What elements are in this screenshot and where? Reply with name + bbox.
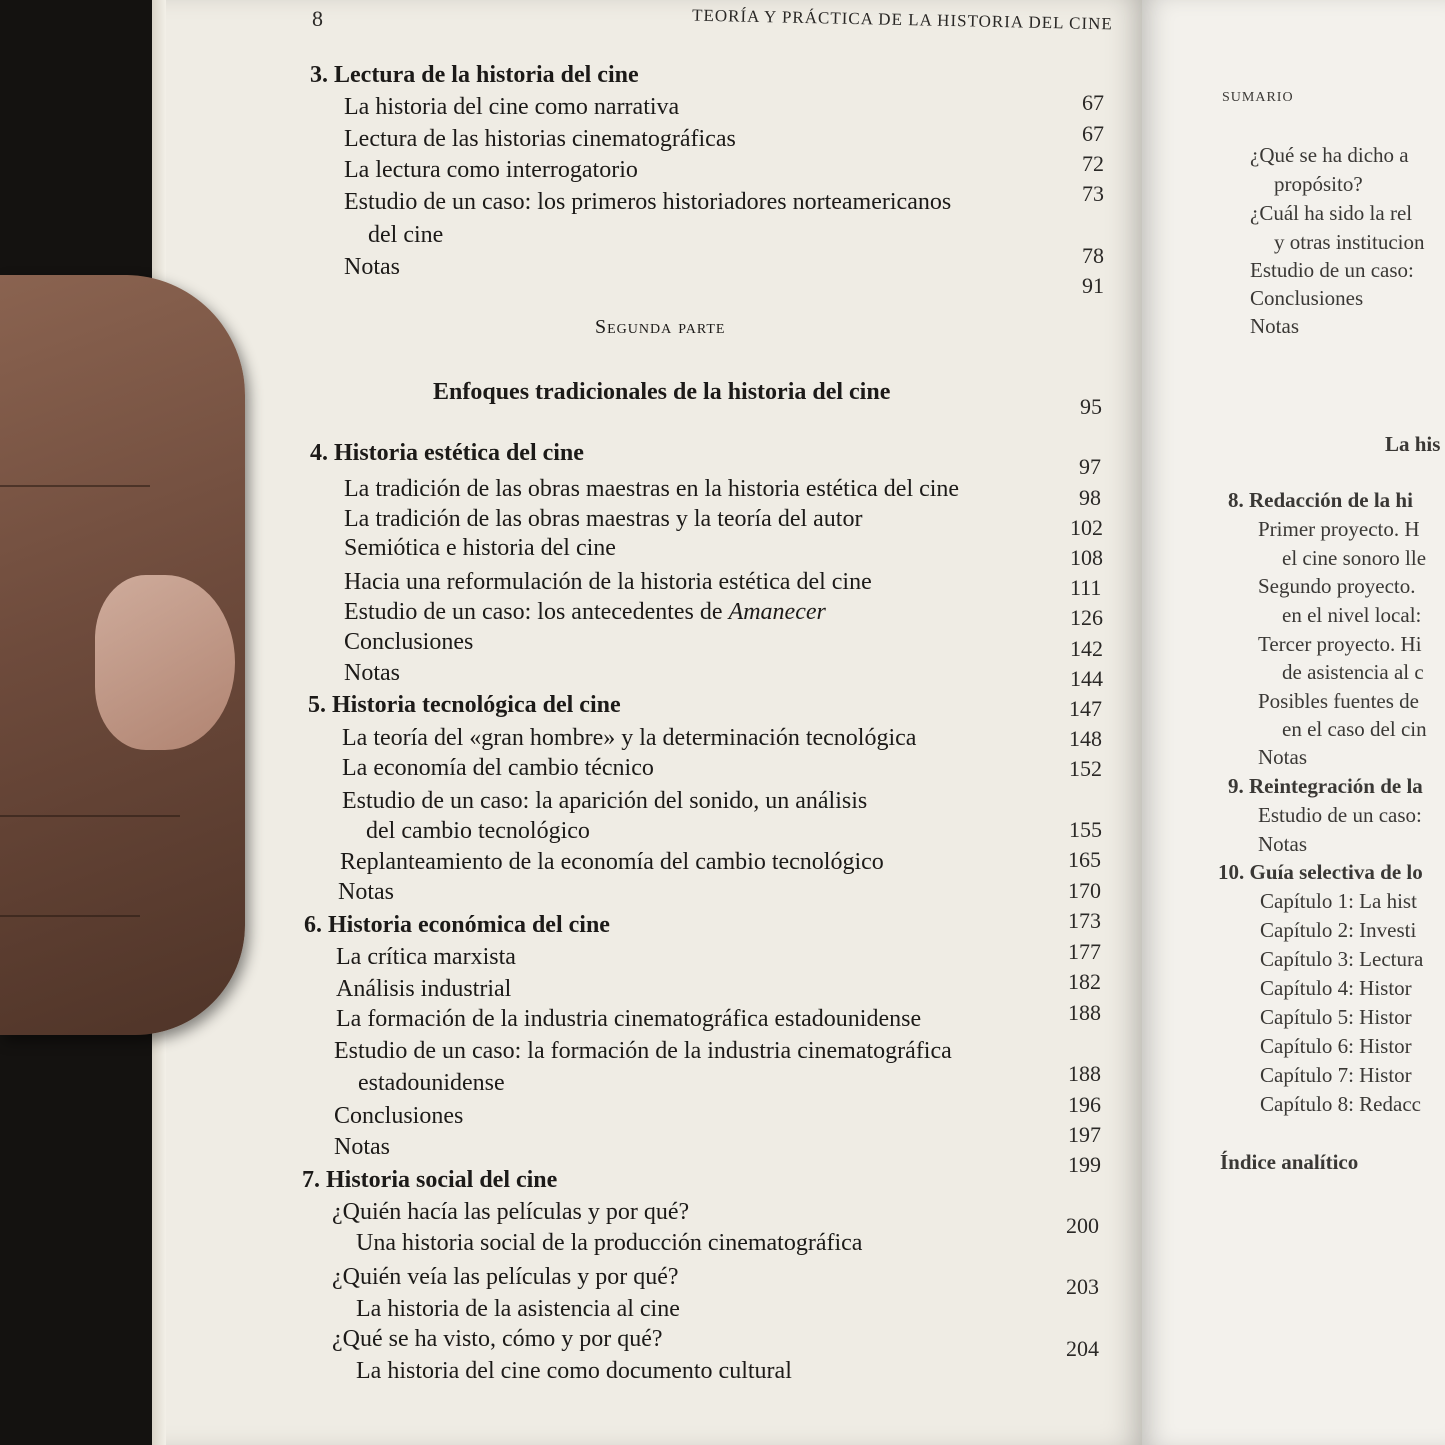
toc-page-number: 199 bbox=[1068, 1152, 1101, 1177]
toc-entry: Capítulo 8: Redacc bbox=[1260, 1092, 1421, 1116]
toc-page-number: 78 bbox=[1082, 243, 1104, 268]
toc-entry: ¿Qué se ha dicho a bbox=[1250, 143, 1409, 167]
toc-entry: La lectura como interrogatorio bbox=[344, 157, 638, 183]
toc-page-number: 102 bbox=[1070, 515, 1103, 540]
toc-entry: ¿Quién veía las películas y por qué? bbox=[332, 1264, 679, 1290]
film-title: Amanecer bbox=[728, 599, 826, 625]
toc-page-number: 173 bbox=[1068, 908, 1101, 933]
toc-page-number: 200 bbox=[1066, 1213, 1099, 1238]
toc-entry: Estudio de un caso: bbox=[1258, 803, 1422, 827]
toc-entry: Replanteamiento de la economía del cambio tecnológico bbox=[340, 849, 884, 875]
toc-entry: Notas bbox=[338, 879, 394, 905]
toc-page-number: 148 bbox=[1069, 726, 1102, 751]
toc-page-number: 91 bbox=[1082, 273, 1104, 298]
toc-entry: Notas bbox=[344, 660, 400, 686]
finger-crease bbox=[0, 485, 150, 487]
toc-page-number: 97 bbox=[1079, 454, 1101, 479]
toc-entry: Hacia una reformulación de la historia estética del cine bbox=[344, 569, 872, 595]
toc-page-number: 72 bbox=[1082, 151, 1104, 176]
toc-entry: Estudio de un caso: la formación de la industria cinematográfica bbox=[334, 1038, 952, 1064]
toc-entry: en el caso del cin bbox=[1282, 717, 1427, 741]
finger-crease bbox=[0, 915, 140, 917]
toc-entry: La formación de la industria cinematográfica estadounidense bbox=[336, 1006, 922, 1032]
toc-entry: Notas bbox=[1258, 832, 1307, 856]
toc-entry: Posibles fuentes de bbox=[1258, 689, 1419, 713]
toc-entry: La tradición de las obras maestras y la teoría del autor bbox=[344, 506, 863, 532]
toc-page-number: 203 bbox=[1066, 1274, 1099, 1299]
toc-entry: y otras institucion bbox=[1274, 230, 1425, 254]
chapter-7-title: 7. Historia social del cine bbox=[302, 1167, 558, 1193]
toc-entry: Estudio de un caso: la aparición del sonido, un análisis bbox=[342, 788, 868, 814]
toc-entry: de asistencia al c bbox=[1282, 660, 1424, 684]
toc-page-number: 188 bbox=[1068, 1000, 1101, 1025]
toc-page-number: 144 bbox=[1070, 666, 1103, 691]
toc-page-number: 67 bbox=[1082, 121, 1104, 146]
toc-entry: La teoría del «gran hombre» y la determinación tecnológica bbox=[342, 725, 917, 751]
chapter-3-title: 3. Lectura de la historia del cine bbox=[310, 62, 639, 88]
toc-entry: Notas bbox=[1250, 314, 1299, 338]
toc-entry: estadounidense bbox=[358, 1070, 505, 1096]
toc-entry: Tercer proyecto. Hi bbox=[1258, 632, 1422, 656]
toc-page-number: 152 bbox=[1069, 756, 1102, 781]
toc-page-number: 95 bbox=[1080, 394, 1102, 419]
toc-page-number: 204 bbox=[1066, 1336, 1099, 1361]
toc-entry: Notas bbox=[1258, 745, 1307, 769]
part-title: La his bbox=[1385, 432, 1441, 456]
toc-page-number: 196 bbox=[1068, 1092, 1101, 1117]
toc-page-number: 165 bbox=[1068, 847, 1101, 872]
toc-entry: ¿Cuál ha sido la rel bbox=[1250, 201, 1413, 225]
chapter-4-title: 4. Historia estética del cine bbox=[310, 440, 584, 466]
toc-entry: La tradición de las obras maestras en la historia estética del cine bbox=[344, 476, 960, 502]
toc-entry: Semiótica e historia del cine bbox=[344, 535, 616, 561]
toc-entry: Estudio de un caso: los primeros historiadores norteamericanos bbox=[344, 189, 952, 215]
holding-hand bbox=[0, 275, 245, 1035]
toc-entry: Conclusiones bbox=[344, 629, 474, 655]
toc-page-number: 170 bbox=[1068, 878, 1101, 903]
right-running-head: SUMARIO bbox=[1222, 90, 1294, 105]
toc-entry: Conclusiones bbox=[334, 1103, 464, 1129]
index-title: Índice analítico bbox=[1220, 1150, 1359, 1174]
toc-entry: Capítulo 4: Histor bbox=[1260, 976, 1412, 1000]
chapter-9-title: 9. Reintegración de la bbox=[1228, 774, 1423, 798]
toc-entry: Segundo proyecto. bbox=[1258, 574, 1416, 598]
toc-entry: Capítulo 3: Lectura bbox=[1260, 947, 1424, 971]
toc-entry: Análisis industrial bbox=[336, 976, 512, 1002]
toc-entry: propósito? bbox=[1274, 172, 1363, 196]
toc-entry: Primer proyecto. H bbox=[1258, 517, 1420, 541]
toc-page-number: 177 bbox=[1068, 939, 1101, 964]
toc-entry: Capítulo 6: Histor bbox=[1260, 1034, 1412, 1058]
toc-page-number: 155 bbox=[1069, 817, 1102, 842]
toc-entry: Notas bbox=[344, 254, 400, 280]
toc-page-number: 111 bbox=[1070, 575, 1102, 600]
toc-entry bbox=[344, 599, 826, 626]
toc-entry: Conclusiones bbox=[1250, 286, 1364, 310]
toc-entry: Notas bbox=[334, 1134, 390, 1160]
toc-page-number: 126 bbox=[1070, 605, 1103, 630]
finger-crease bbox=[0, 815, 180, 817]
toc-page-number: 67 bbox=[1082, 90, 1104, 115]
right-book-page bbox=[1142, 0, 1445, 1445]
chapter-6-title: 6. Historia económica del cine bbox=[304, 912, 610, 938]
toc-page-number: 142 bbox=[1070, 636, 1103, 661]
toc-entry: La economía del cambio técnico bbox=[342, 755, 654, 781]
toc-page-number: 188 bbox=[1068, 1061, 1101, 1086]
toc-entry: Lectura de las historias cinematográficas bbox=[344, 126, 736, 152]
toc-entry: Capítulo 2: Investi bbox=[1260, 918, 1417, 942]
toc-entry: La historia del cine como documento cultural bbox=[356, 1358, 792, 1384]
toc-entry: Estudio de un caso: bbox=[1250, 258, 1414, 282]
toc-entry: en el nivel local: bbox=[1282, 603, 1422, 627]
chapter-5-title: 5. Historia tecnológica del cine bbox=[308, 692, 621, 718]
left-book-page bbox=[152, 0, 1142, 1445]
toc-page-number: 98 bbox=[1079, 485, 1101, 510]
toc-entry: La crítica marxista bbox=[336, 944, 516, 970]
toc-page-number: 182 bbox=[1068, 969, 1101, 994]
page-number: 8 bbox=[312, 6, 323, 31]
toc-entry: La historia del cine como narrativa bbox=[344, 94, 680, 120]
chapter-8-title: 8. Redacción de la hi bbox=[1228, 488, 1413, 512]
toc-entry: Capítulo 1: La hist bbox=[1260, 889, 1417, 913]
thumbnail bbox=[95, 575, 235, 750]
toc-entry: del cine bbox=[368, 222, 444, 248]
toc-page-number: 108 bbox=[1070, 545, 1103, 570]
toc-entry: Una historia social de la producción cinematográfica bbox=[356, 1230, 863, 1256]
toc-page-number: 147 bbox=[1069, 696, 1102, 721]
toc-entry: Capítulo 7: Histor bbox=[1260, 1063, 1412, 1087]
toc-page-number: 73 bbox=[1082, 181, 1104, 206]
part-title: Enfoques tradicionales de la historia del cine bbox=[433, 379, 891, 405]
toc-entry: ¿Quién hacía las películas y por qué? bbox=[332, 1199, 690, 1225]
part-label: Segunda parte bbox=[595, 316, 726, 338]
toc-entry: ¿Qué se ha visto, cómo y por qué? bbox=[332, 1326, 663, 1352]
running-head: TEORÍA Y PRÁCTICA DE LA HISTORIA DEL CINE bbox=[691, 5, 1113, 34]
toc-entry: el cine sonoro lle bbox=[1282, 546, 1427, 570]
toc-entry: del cambio tecnológico bbox=[366, 818, 590, 844]
toc-entry-text: Estudio de un caso: los antecedentes de bbox=[344, 599, 729, 625]
toc-entry: La historia de la asistencia al cine bbox=[356, 1296, 680, 1322]
toc-page-number: 197 bbox=[1068, 1122, 1101, 1147]
toc-entry: Capítulo 5: Histor bbox=[1260, 1005, 1412, 1029]
chapter-10-title: 10. Guía selectiva de lo bbox=[1218, 860, 1423, 884]
